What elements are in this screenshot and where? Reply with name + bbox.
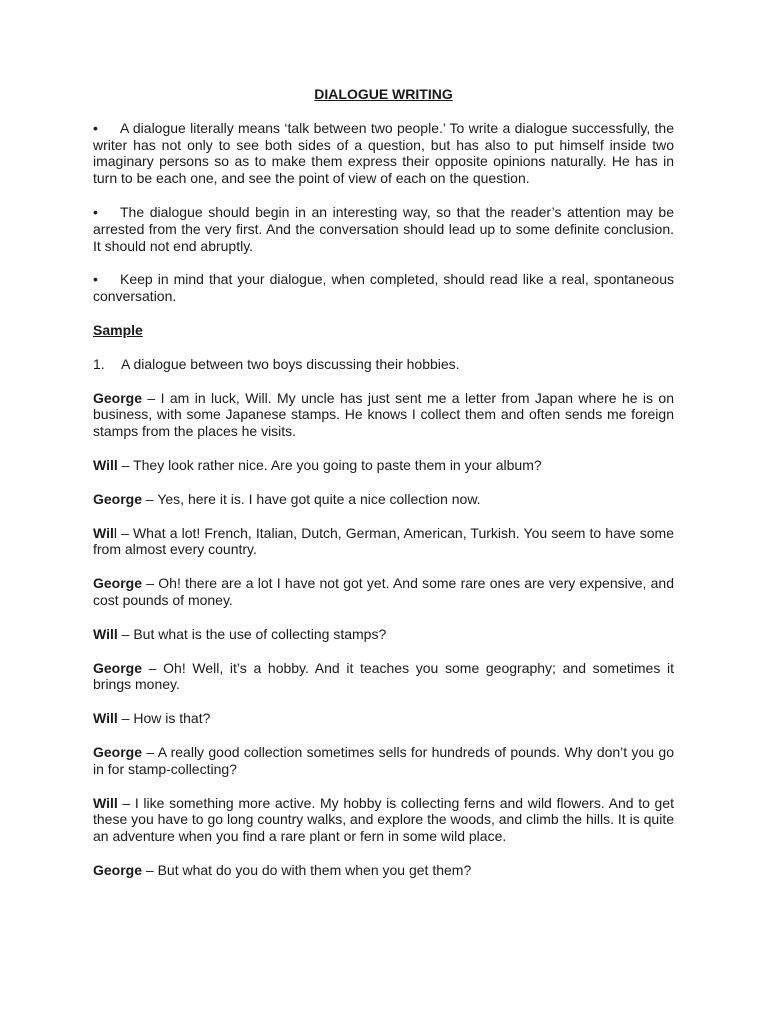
dialogue-line [93,660,674,694]
speaker-separator: – [142,861,158,878]
dialogue-line [93,525,674,559]
dialogue-text: They look rather nice. Are you going to paste them in your album? [133,456,542,473]
dialogue-text: Oh! there are a lot I have not got yet. And some rare ones are very expensive, and cost pounds of money. [93,575,674,608]
dialogue-line [93,862,674,879]
dialogue-line [93,795,674,845]
bullet-paragraph-1 [93,120,674,187]
speaker-separator: – [142,389,161,406]
speaker-name: Will [93,710,118,727]
bullet-text: The dialogue should begin in an interesting way, so that the reader’s attention may be arrested from the very first. And the conversation should lead up to some definite conclusion. It should not end abruptly. [93,203,674,254]
speaker-separator: – [117,625,134,642]
dialogue-line [93,457,674,474]
dialogue-line [93,710,674,727]
dialogue-text: How is that? [133,710,211,727]
dialogue-text: Oh! Well, it’s a hobby. And it teaches you some geography; and sometimes it brings money. [93,659,675,693]
bullet-text: Keep in mind that your dialogue, when completed, should read like a real, spontaneous conversation. [93,271,674,305]
speaker-name: George [93,659,143,676]
sample-item-text: A dialogue between two boys discussing their hobbies. [121,355,460,372]
dialogue-text: But what do you do with them when you get them? [157,861,472,878]
speaker-separator: – [142,743,158,760]
dialogue-line [93,744,674,778]
dialogue-text: What a lot! French, Italian, Dutch, German, American, Turkish. You seem to have some from almost every country. [93,524,674,558]
speaker-separator: – [117,456,134,473]
dialogue-text: But what is the use of collecting stamps? [133,625,387,642]
speaker-name: George [93,743,143,760]
speaker-separator: – [117,710,134,727]
dialogue-text: A really good collection sometimes sells for hundreds of pounds. Why don’t you go in for stamp-collecting? [93,743,674,777]
speaker-name: George [93,861,143,878]
dialogue-text: I like something more active. My hobby is collecting ferns and wild flowers. And to get these you have to go long country walks, and explore the woods, and climb the hills. It is quite an adventure when you find a rare plant or fern in some wild place. [93,794,674,845]
speaker-separator: l – [113,524,133,541]
dialogue-text: Yes, here it is. I have got quite a nice collection now. [157,490,481,507]
speaker-separator: – [117,794,135,811]
document-title: DIALOGUE WRITING [314,86,453,102]
dialogue-line [93,626,674,643]
speaker-name: Will [93,794,118,811]
speaker-separator: – [142,575,159,592]
sample-item-number: 1. [93,355,105,372]
bullet-icon: • [93,119,98,136]
dialogue-line [93,575,674,609]
bullet-text: A dialogue literally means ‘talk between two people.’ To write a dialogue successfully, the writer has not only to see both sides of a question, but has also to put himself inside two imaginary persons so as to make them express their opposite opinions naturally. He has in turn to be each one, and see the point of view of each on the question. [93,119,674,187]
speaker-name: George [93,575,143,592]
bullet-paragraph-2 [93,204,674,254]
speaker-name: Will [93,625,118,642]
speaker-separator: – [142,490,158,507]
speaker-separator: – [142,659,164,676]
speaker-name: George [93,389,143,406]
speaker-name: George [93,490,143,507]
bullet-icon: • [93,203,98,220]
bullet-paragraph-3 [93,271,674,305]
speaker-name: Will [93,456,118,473]
sample-heading: Sample [93,321,143,338]
sample-item [93,356,674,373]
dialogue-line [93,491,674,508]
dialogue-text: I am in luck, Will. My uncle has just sent me a letter from Japan where he is on business, with some Japanese stamps. He knows I collect them and often sends me foreign stamps from the places he visits. [93,389,674,440]
speaker-name: Wil [93,524,114,541]
dialogue-line [93,390,674,440]
bullet-icon: • [93,271,98,288]
